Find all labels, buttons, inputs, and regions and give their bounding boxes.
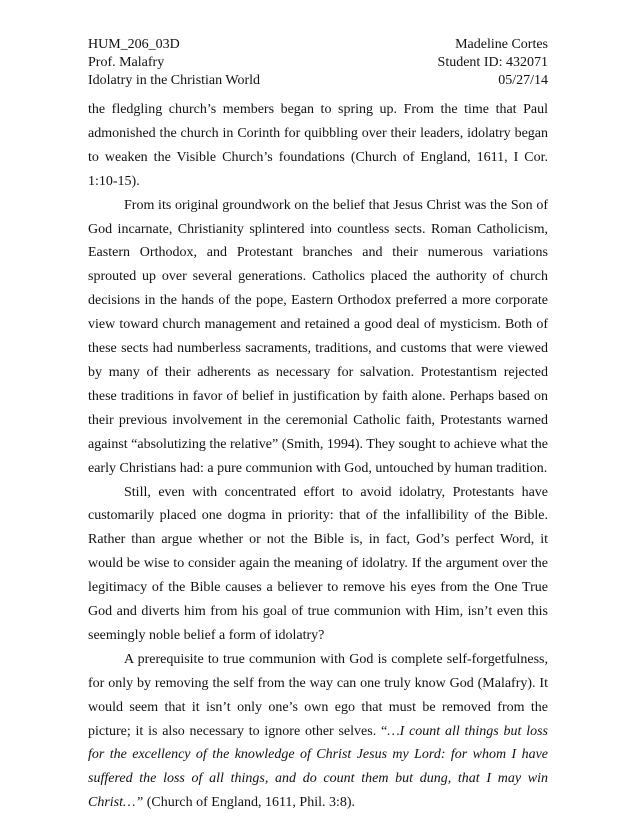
header-row-2 bbox=[88, 54, 548, 72]
paragraph-4-text: A prerequisite to true communion with God is complete self-forgetfulness, for only by removing the self from the way can one truly know God (Malafry). It would seem that it isn’t only one’s own ego that must be removed from the picture; it is also necessary to ignore other selves. “ bbox=[88, 651, 548, 739]
paragraph-3: Still, even with concentrated effort to avoid idolatry, Protestants have customarily placed one dogma in priority: that of the infallibility of the Bible. Rather than argue whether or not the Bible is, in fact, God’s perfect Word, it would be wise to consider again the meaning of idolatry. If the argument over the legitimacy of the Bible causes a believer to remove his eyes from the One True God and diverts him from his goal of true communion with Him, isn’t even this seemingly noble belief a form of idolatry? bbox=[88, 484, 548, 643]
body-text bbox=[88, 98, 548, 815]
author-name: Madeline Cortes bbox=[455, 37, 548, 52]
page-header bbox=[88, 36, 548, 90]
student-id: Student ID: 432071 bbox=[437, 55, 548, 70]
header-row-1 bbox=[88, 36, 548, 54]
paper-title: Idolatry in the Christian World bbox=[88, 73, 261, 88]
course-code: HUM_206_03D bbox=[88, 37, 180, 52]
paper-date: 05/27/14 bbox=[498, 73, 548, 88]
professor-name: Prof. Malafry bbox=[88, 55, 165, 70]
paragraph-1: the fledgling church’s members began to spring up. From the time that Paul admonished the church in Corinth for quibbling over their leaders, idolatry began to weaken the Visible Church’s foundations (Church of England, 1611, I Cor. 1:10-15). bbox=[88, 102, 548, 189]
quote-citation: (Church of England, 1611, Phil. 3:8). bbox=[143, 795, 356, 811]
scripture-quote: …I count all things but loss for the excellency of the knowledge of Christ Jesus my Lord: for whom I have suffered the loss of all things, and do count them but dung, that I may win Christ…” bbox=[88, 723, 548, 811]
header-row-3 bbox=[88, 72, 548, 90]
paragraph-2: From its original groundwork on the belief that Jesus Christ was the Son of God incarnate, Christianity splintered into countless sects. Roman Catholicism, Eastern Orthodox, and Protestant branches and their numerous variations sprouted up over several generations. Catholics placed the authority of church decisions in the hands of the pope, Eastern Orthodox preferred a more corporate view toward church management and retained a good deal of mysticism. Both of these sects had numberless sacraments, traditions, and customs that were viewed by many of their adherents as necessary for salvation. Protestantism rejected these traditions in favor of belief in justification by faith alone. Perhaps based on their previous involvement in the ceremonial Catholic faith, Protestants warned against “absolutizing the relative” (Smith, 1994). They sought to achieve what the early Christians had: a pure communion with God, untouched by human tradition. bbox=[88, 197, 548, 476]
paragraph-4 bbox=[88, 648, 548, 815]
